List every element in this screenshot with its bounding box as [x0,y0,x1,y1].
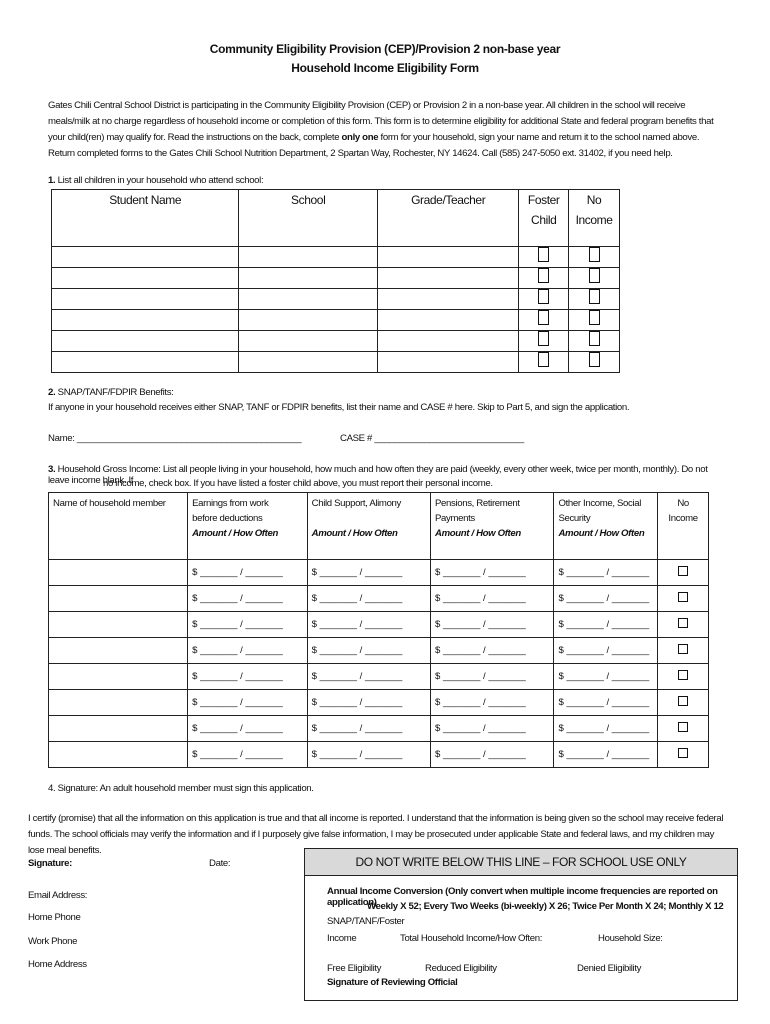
grade-cell[interactable] [378,268,519,289]
student-name-cell[interactable] [52,310,239,331]
school-cell[interactable] [239,247,378,268]
no-income-checkbox[interactable] [678,644,688,654]
foster-checkbox[interactable] [538,268,549,283]
conversion-line2: Weekly X 52; Every Two Weeks (bi-weekly) X 26; Twice Per Month X 24; Monthly X 12 [367,901,724,912]
work-phone-label[interactable]: Work Phone [28,936,78,947]
grade-cell[interactable] [378,289,519,310]
section1-text: List all children in your household who attend school: [57,175,264,186]
table-row [49,586,709,612]
foster-cell [519,268,569,289]
school-cell[interactable] [239,310,378,331]
other-line2: Security [558,513,591,524]
earnings-cell[interactable]: $ _______ / _______ [188,664,308,690]
no-income-cell [658,664,709,690]
form-subtitle: Household Income Eligibility Form [291,61,479,75]
no-income-checkbox[interactable] [589,310,600,325]
pension-cell[interactable]: $ _______ / _______ [430,664,553,690]
table-row [52,331,620,352]
member-name-cell[interactable] [49,586,188,612]
header-student-name: Student Name [52,190,239,247]
noinc-cell [569,247,620,268]
section3-line2: no income, check box. If you have listed a foster child above, you must report their personal income. [103,478,493,489]
other-income-cell[interactable]: $ _______ / _______ [554,690,658,716]
school-cell[interactable] [239,331,378,352]
pension-cell[interactable]: $ _______ / _______ [430,742,553,768]
header-school: School [239,190,378,247]
no-income-cell [658,586,709,612]
header-no-income [569,190,620,247]
child-support-cell[interactable]: $ _______ / _______ [307,638,430,664]
income-table-header [49,493,709,560]
earnings-cell[interactable]: $ _______ / _______ [188,612,308,638]
home-phone-label[interactable]: Home Phone [28,912,81,923]
foster-cell [519,352,569,373]
table-row [49,638,709,664]
foster-checkbox[interactable] [538,352,549,367]
earnings-cell[interactable]: $ _______ / _______ [188,586,308,612]
no-income-checkbox[interactable] [589,268,600,283]
income-table [48,492,709,768]
other-line1: Other Income, Social [558,498,642,509]
grade-cell[interactable] [378,331,519,352]
no-income-checkbox[interactable] [589,352,600,367]
earn-line1: Earnings from work [192,498,269,509]
other-income-cell[interactable]: $ _______ / _______ [554,638,658,664]
school-use-header: DO NOT WRITE BELOW THIS LINE – FOR SCHOOL USE ONLY [305,849,737,876]
other-income-cell[interactable]: $ _______ / _______ [554,612,658,638]
children-table-header [52,190,620,247]
foster-cell [519,289,569,310]
foster-cell [519,331,569,352]
pension-cell[interactable]: $ _______ / _______ [430,716,553,742]
student-name-cell[interactable] [52,247,239,268]
no-income-checkbox[interactable] [678,696,688,706]
earnings-cell[interactable]: $ _______ / _______ [188,560,308,586]
no-income-checkbox[interactable] [589,289,600,304]
header-no-income-3 [658,493,709,560]
table-row [52,310,620,331]
noinc-line2: Income [575,213,613,227]
no-income-checkbox[interactable] [678,748,688,758]
header-foster-child [519,190,569,247]
child-support-cell[interactable]: $ _______ / _______ [307,586,430,612]
pension-cell[interactable]: $ _______ / _______ [430,612,553,638]
earn-amount-how: Amount / How Often [192,528,278,539]
no-income-cell [658,560,709,586]
foster-line2: Child [531,213,557,227]
free-eligibility-label: Free Eligibility [327,963,382,974]
household-size-label: Household Size: [598,933,663,944]
header-child-support [307,493,430,560]
member-name-cell[interactable] [49,690,188,716]
pension-line2: Payments [434,513,475,524]
other-amount-how: Amount / How Often [558,528,645,539]
no-income-checkbox[interactable] [678,566,688,576]
other-income-cell[interactable]: $ _______ / _______ [554,664,658,690]
earnings-cell[interactable]: $ _______ / _______ [188,638,308,664]
section2-number: 2. [48,387,56,398]
pension-cell[interactable]: $ _______ / _______ [430,586,553,612]
school-cell[interactable] [239,268,378,289]
total-income-label: Total Household Income/How Often: [400,933,543,944]
noinc-cell [569,289,620,310]
snap-case-field[interactable]: CASE # ______________________________ [340,433,524,444]
child-support-cell[interactable]: $ _______ / _______ [307,560,430,586]
table-row [49,612,709,638]
pension-cell[interactable]: $ _______ / _______ [430,690,553,716]
school-use-box [304,848,738,1001]
table-row [49,742,709,768]
no-income-checkbox[interactable] [678,592,688,602]
noinc3-line1: No [677,498,689,509]
no-income-checkbox[interactable] [678,618,688,628]
no-income-cell [658,690,709,716]
child-support-cell[interactable]: $ _______ / _______ [307,742,430,768]
denied-eligibility-label: Denied Eligibility [577,963,642,974]
child-support-cell[interactable]: $ _______ / _______ [307,664,430,690]
no-income-checkbox[interactable] [678,670,688,680]
foster-checkbox[interactable] [538,310,549,325]
header-grade-teacher: Grade/Teacher [378,190,519,247]
earnings-cell[interactable]: $ _______ / _______ [188,690,308,716]
section2-heading-text: SNAP/TANF/FDPIR Benefits: [57,387,174,398]
no-income-cell [658,716,709,742]
foster-cell [519,310,569,331]
noinc-cell [569,331,620,352]
noinc-cell [569,352,620,373]
other-income-cell[interactable]: $ _______ / _______ [554,742,658,768]
earnings-cell[interactable]: $ _______ / _______ [188,742,308,768]
foster-checkbox[interactable] [538,247,549,262]
other-income-cell[interactable]: $ _______ / _______ [554,716,658,742]
no-income-checkbox[interactable] [589,247,600,262]
noinc3-line2: Income [668,513,698,524]
no-income-cell [658,638,709,664]
pension-cell[interactable]: $ _______ / _______ [430,560,553,586]
pension-cell[interactable]: $ _______ / _______ [430,638,553,664]
header-household-member: Name of household member [49,493,188,560]
table-row [52,268,620,289]
child-support-cell[interactable]: $ _______ / _______ [307,716,430,742]
grade-cell[interactable] [378,352,519,373]
other-income-cell[interactable]: $ _______ / _______ [554,586,658,612]
member-name-cell[interactable] [49,612,188,638]
conversion-line1: Annual Income Conversion (Only convert when multiple income frequencies are reported on application) [327,886,718,908]
header-earnings [188,493,308,560]
section2-heading [48,387,173,398]
school-cell[interactable] [239,289,378,310]
table-row [49,690,709,716]
form-title: Community Eligibility Provision (CEP)/Provision 2 non-base year [209,42,561,56]
member-name-cell[interactable] [49,742,188,768]
child-support-cell[interactable]: $ _______ / _______ [307,690,430,716]
section3-text-1: Household Gross Income: List all people living in your household, how much and how often they are paid (weekly, every other week, twice per month, monthly). Do not leave income blank. If [48,464,708,486]
section1-number: 1. [48,175,56,186]
intro-text-1: Gates Chili Central School District is participating in the Community Eligibility Provision (CEP) or Provision 2 in a non-base year. All children in the school will receive meals/milk at no charge regardless of household income or completion of this form. This form is to determine eligibility for additional State and federal program benefits that your child(ren) may qualify for. Read the instructions on the back, complete [48,100,714,143]
noinc-line1: No [586,193,602,207]
section3-number: 3. [48,464,56,475]
grade-cell[interactable] [378,310,519,331]
member-name-cell[interactable] [49,664,188,690]
foster-line1: Foster [527,193,560,207]
no-income-cell [658,612,709,638]
certify-statement: I certify (promise) that all the information on this application is true and that all income is reported. I understand that the information is being given so the school may receive federal funds. The school officials may verify the information and if I purposely give false information, I may be prosecuted under applicable State and federal laws, and my children may lose meal benefits. [28,813,724,856]
child-line1: Child Support, Alimony [311,498,401,509]
intro-bold: only one [341,132,379,143]
student-name-cell[interactable] [52,289,239,310]
header-pensions [430,493,553,560]
reviewing-official-label: Signature of Reviewing Official [327,977,458,988]
income-label: Income [327,933,357,944]
intro-text-2: form for your household, sign your name and return it to the school named above. Return completed forms to the Gates Chili School Nutrition Department, 2 Spartan Way, Rochester, NY 14624. Call (585) 247-5050 ext. 31402, if you need help. [48,132,700,159]
pension-line1: Pensions, Retirement [434,498,520,509]
noinc-cell [569,268,620,289]
table-row [49,664,709,690]
member-name-cell[interactable] [49,716,188,742]
table-row [52,247,620,268]
no-income-checkbox[interactable] [678,722,688,732]
no-income-cell [658,742,709,768]
member-name-cell[interactable] [49,560,188,586]
member-name-cell[interactable] [49,638,188,664]
header-other-income [554,493,658,560]
table-row [52,289,620,310]
intro-paragraph [48,98,728,162]
noinc-cell [569,310,620,331]
student-name-cell[interactable] [52,352,239,373]
table-row [52,352,620,373]
children-table [51,189,620,373]
table-row [49,560,709,586]
date-label[interactable]: Date: [209,858,231,869]
earn-line2: before deductions [192,513,263,524]
no-income-checkbox[interactable] [589,331,600,346]
foster-cell [519,247,569,268]
section1-label [48,175,263,186]
other-income-cell[interactable]: $ _______ / _______ [554,560,658,586]
earnings-cell[interactable]: $ _______ / _______ [188,716,308,742]
section2-instruction: If anyone in your household receives either SNAP, TANF or FDPIR benefits, list their name and CASE # here. Skip to Part 5, and sign the application. [48,402,630,413]
child-support-cell[interactable]: $ _______ / _______ [307,612,430,638]
section4-heading: 4. Signature: An adult household member must sign this application. [48,783,314,794]
reduced-eligibility-label: Reduced Eligibility [425,963,497,974]
snap-name-field[interactable]: Name: _____________________________________________ [48,433,302,444]
student-name-cell[interactable] [52,331,239,352]
home-address-label[interactable]: Home Address [28,959,87,970]
child-amount-how: Amount / How Often [311,528,398,539]
foster-checkbox[interactable] [538,289,549,304]
school-cell[interactable] [239,352,378,373]
student-name-cell[interactable] [52,268,239,289]
grade-cell[interactable] [378,247,519,268]
table-row [49,716,709,742]
snap-foster-label: SNAP/TANF/Foster [327,916,405,927]
email-label[interactable]: Email Address: [28,890,88,901]
foster-checkbox[interactable] [538,331,549,346]
signature-label[interactable]: Signature: [28,858,72,869]
pension-amount-how: Amount / How Often [434,528,521,539]
